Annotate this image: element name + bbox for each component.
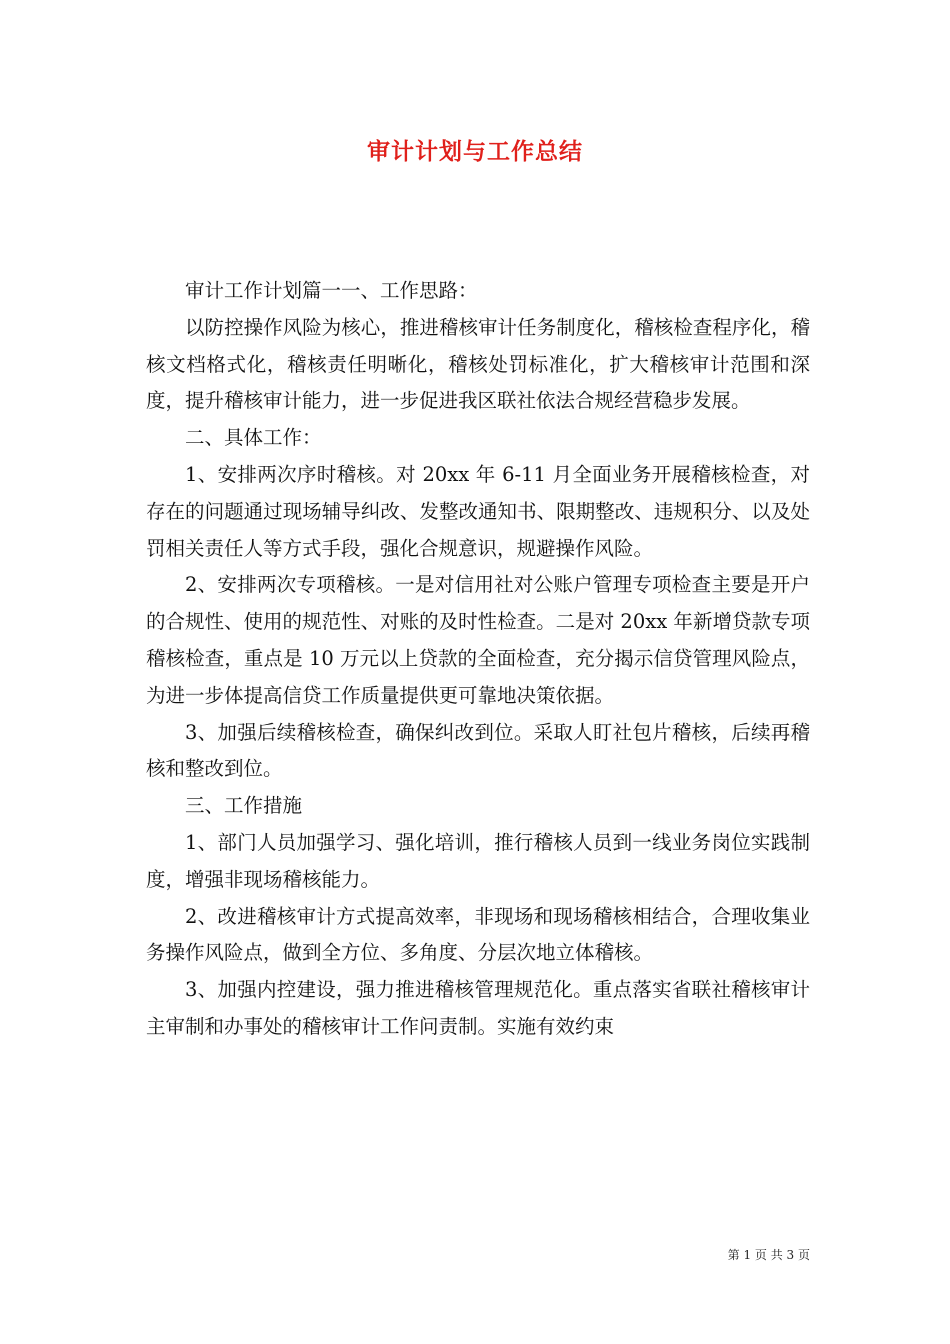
paragraph: 2、改进稽核审计方式提高效率，非现场和现场稽核相结合，合理收集业务操作风险点，做到全方位、多角度、分层次地立体稽核。 xyxy=(146,904,810,965)
document-body xyxy=(146,273,810,1046)
paragraph: 3、加强内控建设，强力推进稽核管理规范化。重点落实省联社稽核审计主审制和办事处的稽核审计工作问责制。实施有效约束 xyxy=(146,978,810,1038)
paragraph: 三、工作措施 xyxy=(185,794,303,818)
paragraph: 3、加强后续稽核检查，确保纠改到位。采取人盯社包片稽核，后续再稽核和整改到位。 xyxy=(146,720,810,781)
paragraph: 以防控操作风险为核心，推进稽核审计任务制度化，稽核检查程序化，稽核文档格式化，稽核责任明晰化，稽核处罚标准化，扩大稽核审计范围和深度，提升稽核审计能力，进一步促进我区联社依法合规经营稳步发展。 xyxy=(146,315,810,413)
paragraph: 1、部门人员加强学习、强化培训，推行稽核人员到一线业务岗位实践制度，增强非现场稽核能力。 xyxy=(146,830,810,891)
paragraph: 二、具体工作： xyxy=(185,426,322,450)
paragraph: 1、安排两次序时稽核。对 20xx 年 6-11 月全面业务开展稽核检查，对存在的问题通过现场辅导纠改、发整改通知书、限期整改、违规积分、以及处罚相关责任人等方式手段，强化合规意识，规避操作风险。 xyxy=(146,462,810,560)
paragraph: 2、安排两次专项稽核。一是对信用社对公账户管理专项检查主要是开户的合规性、使用的规范性、对账的及时性检查。二是对 20xx 年新增贷款专项稽核检查，重点是 10 万元以上贷款的全面检查，充分揭示信贷管理风险点，为进一步体提高信贷工作质量提供更可靠地决策依据。 xyxy=(146,573,810,707)
page-number: 第 1 页 共 3 页 xyxy=(727,1248,810,1262)
document-title: 审计计划与工作总结 xyxy=(367,138,583,165)
paragraph: 审计工作计划篇一一、工作思路： xyxy=(185,279,478,302)
